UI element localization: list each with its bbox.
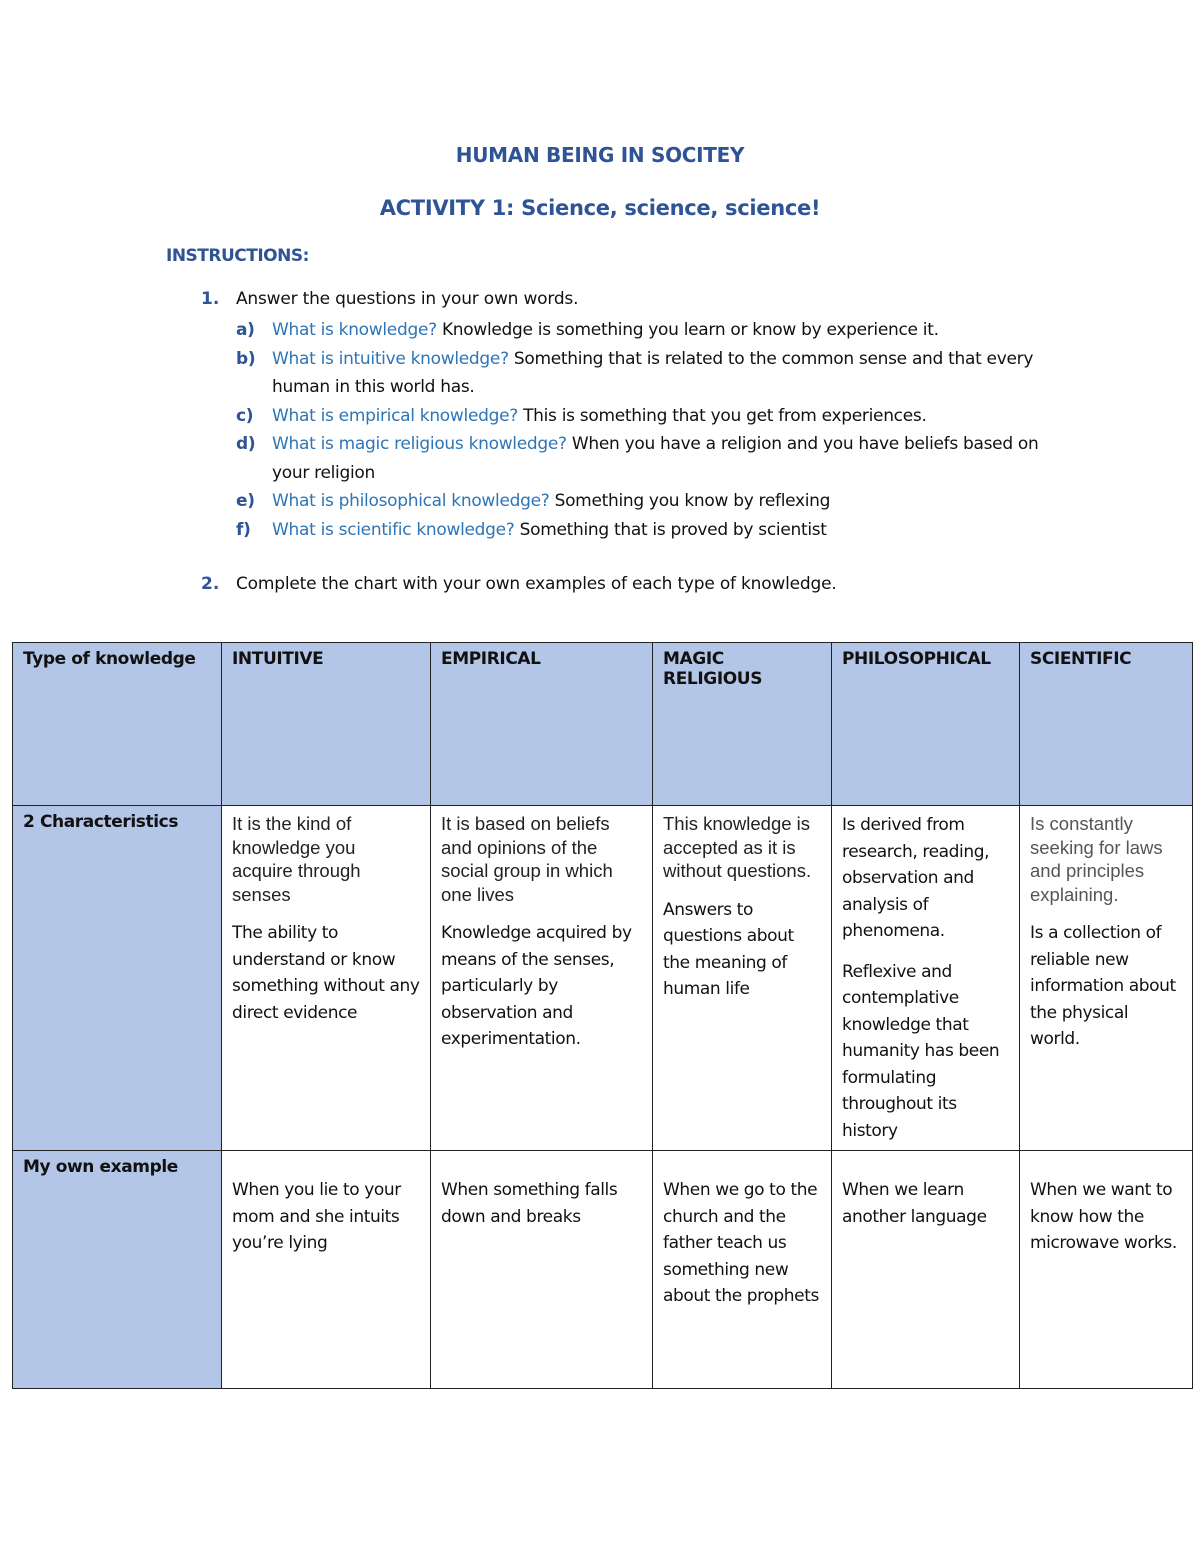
philosophical-characteristic-1: Is derived from research, reading, observation and analysis of phenomena. bbox=[842, 815, 990, 941]
sub-letter: e) bbox=[236, 491, 255, 511]
sub-question-e bbox=[236, 487, 1056, 516]
characteristics-label: 2 Characteristics bbox=[13, 806, 222, 1151]
scientific-characteristic-2: Is a collection of reliable new information about the physical world. bbox=[1030, 923, 1176, 1049]
knowledge-chart bbox=[12, 642, 1193, 1389]
header-philosophical: PHILOSOPHICAL bbox=[832, 643, 1020, 806]
cell-empirical-characteristics bbox=[431, 806, 653, 1151]
question-1-sublist bbox=[236, 316, 1056, 544]
question-text: What is intuitive knowledge? bbox=[272, 348, 509, 369]
header-intuitive: INTUITIVE bbox=[222, 643, 431, 806]
question-1-text: Answer the questions in your own words. bbox=[236, 289, 579, 309]
chart-header-row bbox=[13, 643, 1193, 806]
header-magic-religious: MAGIC RELIGIOUS bbox=[653, 643, 832, 806]
cell-scientific-example bbox=[1020, 1151, 1193, 1389]
empirical-characteristic-2: Knowledge acquired by means of the senses, particularly by observation and experimentation. bbox=[441, 923, 632, 1049]
question-text: What is philosophical knowledge? bbox=[272, 491, 550, 511]
intuitive-example: When you lie to your mom and she intuits you’re lying bbox=[232, 1180, 401, 1253]
examples-row bbox=[13, 1151, 1193, 1389]
question-1-number: 1. bbox=[201, 289, 220, 309]
sub-question-f bbox=[236, 516, 1056, 545]
sub-letter: d) bbox=[236, 434, 256, 454]
cell-scientific-characteristics bbox=[1020, 806, 1193, 1151]
header-type-of-knowledge: Type of knowledge bbox=[13, 643, 222, 806]
header-scientific: SCIENTIFIC bbox=[1020, 643, 1193, 806]
sub-letter: b) bbox=[236, 348, 256, 369]
answer-text: Something you know by reflexing bbox=[554, 491, 831, 511]
intuitive-characteristic-2: The ability to understand or know something without any direct evidence bbox=[232, 923, 420, 1023]
question-text: What is magic religious knowledge? bbox=[272, 434, 567, 454]
sub-letter: f) bbox=[236, 519, 251, 540]
scientific-example: When we want to know how the microwave works. bbox=[1030, 1180, 1177, 1253]
intuitive-characteristic-1: It is the kind of knowledge you acquire through senses bbox=[232, 813, 361, 905]
magic-religious-example: When we go to the church and the father teach us something new about the prophets bbox=[663, 1180, 819, 1306]
activity-title: ACTIVITY 1: Science, science, science! bbox=[379, 196, 821, 220]
cell-philosophical-example bbox=[832, 1151, 1020, 1389]
sub-question-a bbox=[236, 316, 1056, 345]
philosophical-characteristic-2: Reflexive and contemplative knowledge that humanity has been formulating throughout its history bbox=[842, 961, 1000, 1141]
cell-empirical-example bbox=[431, 1151, 653, 1389]
scientific-characteristic-1: Is constantly seeking for laws and principles explaining. bbox=[1030, 813, 1163, 905]
philosophical-example: When we learn another language bbox=[842, 1180, 987, 1227]
sub-question-b bbox=[236, 345, 1056, 402]
empirical-characteristic-1: It is based on beliefs and opinions of the social group in which one lives bbox=[441, 813, 613, 905]
sub-question-c bbox=[236, 402, 1056, 431]
instructions-label: INSTRUCTIONS: bbox=[166, 246, 309, 266]
answer-text: Something that is proved by scientist bbox=[519, 519, 827, 540]
cell-magic-religious-example bbox=[653, 1151, 832, 1389]
cell-magic-religious-characteristics bbox=[653, 806, 832, 1151]
answer-text: When you have a religion and you have beliefs based on your religion bbox=[272, 434, 1039, 483]
question-text: What is scientific knowledge? bbox=[272, 519, 515, 540]
header-empirical: EMPIRICAL bbox=[431, 643, 653, 806]
answer-text: This is something that you get from experiences. bbox=[523, 405, 927, 426]
characteristics-row bbox=[13, 806, 1193, 1151]
empirical-example: When something falls down and breaks bbox=[441, 1180, 618, 1227]
cell-intuitive-example bbox=[222, 1151, 431, 1389]
example-label: My own example bbox=[13, 1151, 222, 1389]
cell-philosophical-characteristics bbox=[832, 806, 1020, 1151]
question-2-text: Complete the chart with your own examples of each type of knowledge. bbox=[236, 574, 837, 594]
document-title: HUMAN BEING IN SOCITEY bbox=[455, 143, 745, 167]
answer-text: Something that is related to the common sense and that every human in this world has. bbox=[272, 348, 1034, 397]
magic-religious-characteristic-1: This knowledge is accepted as it is without questions. bbox=[663, 813, 812, 881]
answer-text: Knowledge is something you learn or know by experience it. bbox=[441, 320, 939, 340]
question-text: What is empirical knowledge? bbox=[272, 405, 518, 426]
sub-letter: c) bbox=[236, 405, 254, 426]
cell-intuitive-characteristics bbox=[222, 806, 431, 1151]
question-2-number: 2. bbox=[201, 574, 220, 594]
sub-letter: a) bbox=[236, 320, 255, 340]
question-text: What is knowledge? bbox=[272, 320, 437, 340]
sub-question-d bbox=[236, 430, 1056, 487]
magic-religious-characteristic-2: Answers to questions about the meaning of human life bbox=[663, 899, 794, 999]
